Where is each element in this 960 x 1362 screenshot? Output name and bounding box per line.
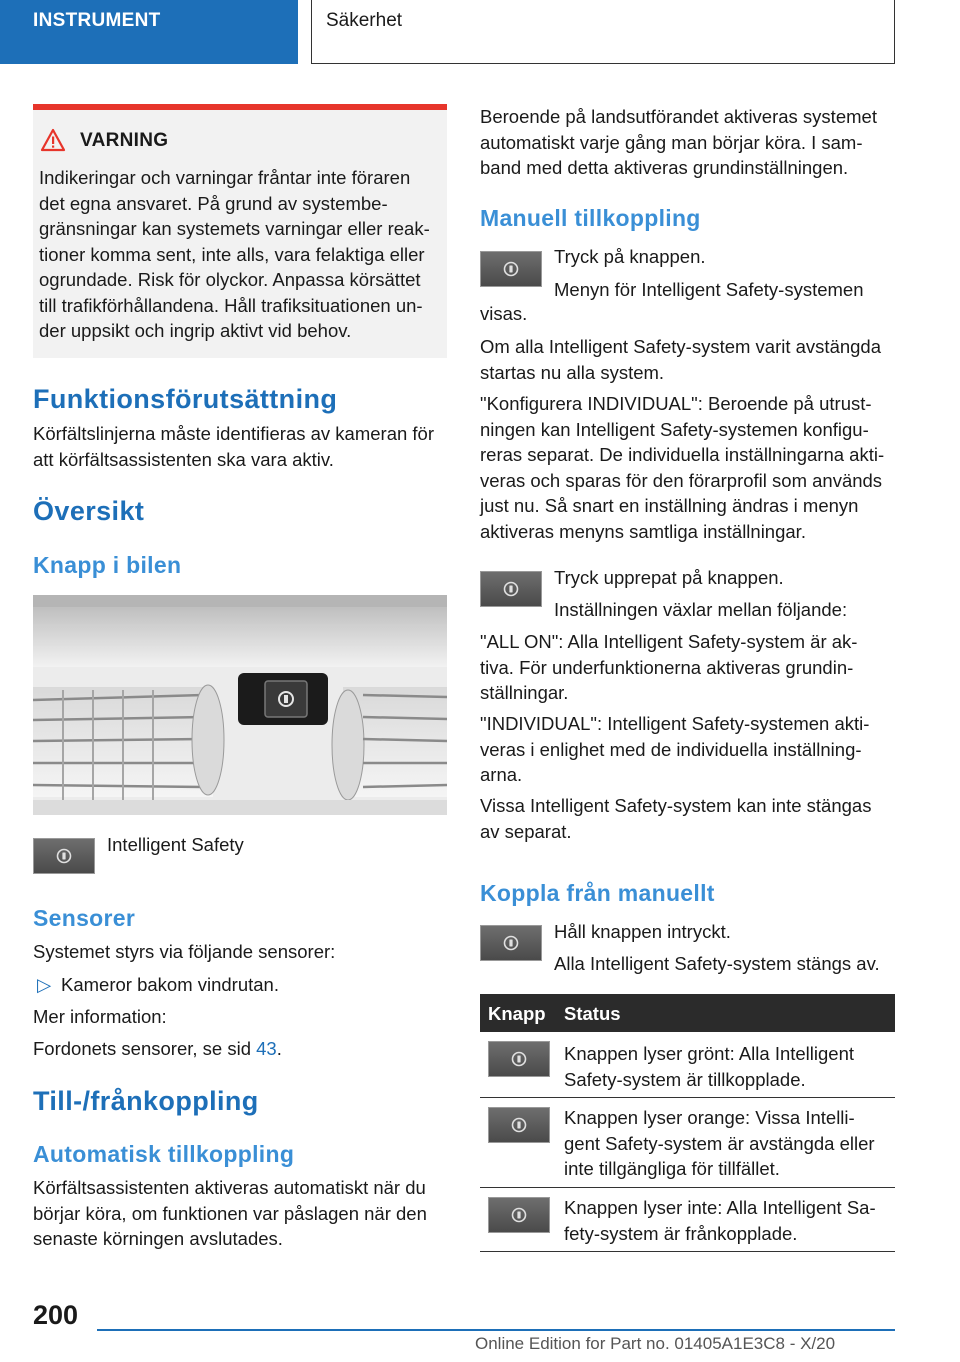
status-line: inte tillgängliga för tillfället. xyxy=(564,1158,780,1179)
page-number: 200 xyxy=(33,1300,79,1330)
warning-line: Indikeringar och varningar fråntar inte föraren xyxy=(39,167,411,188)
heading-sensors: Sensorer xyxy=(33,905,136,931)
intro-text xyxy=(480,104,877,181)
toggle-text: Inställningen växlar mellan följande: xyxy=(554,599,848,620)
text-line: just nu. Så snart en inställning ändras i menyn xyxy=(480,495,859,516)
footer-rule xyxy=(97,1329,895,1331)
warning-text xyxy=(39,165,430,344)
table-row xyxy=(564,1105,875,1182)
config-text xyxy=(480,391,884,544)
status-line: Knappen lyser grönt: Alla Intelligent xyxy=(564,1043,855,1064)
heading-manual-on: Manuell tillkoppling xyxy=(480,205,701,231)
press-repeat-text: Tryck upprepat på knappen. xyxy=(554,567,784,588)
intelligent-safety-button-icon xyxy=(33,838,95,874)
heading-button-in-car: Knapp i bilen xyxy=(33,552,182,578)
table-bottom-border xyxy=(480,1251,895,1252)
text-line: veras och sparas för den förarprofil som används xyxy=(480,469,883,491)
warning-line: till trafikförhållandena. Håll trafiksituationen un- xyxy=(39,294,423,316)
chapter-title: Säkerhet xyxy=(326,10,403,31)
intelligent-safety-button-icon xyxy=(480,251,542,287)
text-line: Om alla Intelligent Safety-system varit avstängda xyxy=(480,336,882,357)
text-line: senaste körningen avslutades. xyxy=(33,1228,283,1249)
more-info: Mer information: xyxy=(33,1006,167,1027)
dashboard-photo xyxy=(33,595,447,815)
sensors-reference xyxy=(33,1036,282,1062)
auto-text xyxy=(33,1175,427,1252)
hold-button-text: Håll knappen intryckt. xyxy=(554,921,731,942)
sensors-intro: Systemet styrs via följande sensorer: xyxy=(33,941,336,962)
button-caption: Intelligent Safety xyxy=(107,834,244,855)
reference-end: . xyxy=(276,1038,282,1059)
function-text xyxy=(33,421,434,472)
text-line: band med detta aktiveras grundinställningen. xyxy=(480,157,849,178)
heading-auto-on: Automatisk tillkoppling xyxy=(33,1141,295,1167)
intelligent-safety-button-icon xyxy=(480,925,542,961)
all-off-text xyxy=(480,334,881,385)
table-divider xyxy=(480,1097,895,1098)
table-divider xyxy=(480,1187,895,1188)
text-line: "ALL ON": Alla Intelligent Safety-system är ak- xyxy=(480,631,858,652)
dashboard-illustration xyxy=(33,595,447,815)
button-orange-icon xyxy=(488,1107,550,1143)
text-line: börjar köra, om funktionen var påslagen när den xyxy=(33,1202,427,1224)
page-link-43[interactable]: 43 xyxy=(256,1038,277,1059)
reference-text: Fordonets sensorer, se sid xyxy=(33,1038,257,1059)
footer-edition: Online Edition for Part no. 01405A1E3C8 - X/20 xyxy=(475,1334,836,1353)
section-title: INSTRUMENT xyxy=(33,10,161,31)
menu-shown-text-cont: visas. xyxy=(480,303,528,324)
all-on-text xyxy=(480,629,857,706)
text-line: startas nu alla system. xyxy=(480,361,665,383)
heading-manual-off: Koppla från manuellt xyxy=(480,880,715,906)
all-off-result-text: Alla Intelligent Safety-system stängs av. xyxy=(554,953,880,974)
status-table-header xyxy=(480,994,895,1032)
table-row xyxy=(564,1195,876,1246)
warning-line: det egna ansvaret. På grund av systembe- xyxy=(39,192,388,214)
button-green-icon xyxy=(488,1041,550,1077)
warning-line: der uppsikt och ingrip aktivt vid behov. xyxy=(39,320,352,341)
section-tab xyxy=(0,0,298,64)
text-line: arna. xyxy=(480,764,523,785)
chapter-header xyxy=(311,0,895,64)
text-line: av separat. xyxy=(480,820,572,842)
text-line: ningen kan Intelligent Safety-systemen konfigu- xyxy=(480,418,869,440)
status-line: Knappen lyser orange: Vissa Intelli- xyxy=(564,1107,855,1128)
text-line: automatiskt varje gång man börjar köra. I sam- xyxy=(480,131,863,153)
individual-text xyxy=(480,711,869,788)
press-button-text: Tryck på knappen. xyxy=(554,246,706,267)
heading-overview: Översikt xyxy=(33,496,145,526)
text-line: veras i enlighet med de individuella inställning- xyxy=(480,738,862,760)
sensors-bullet: Kameror bakom vindrutan. xyxy=(61,974,279,995)
text-line: Körfältsassistenten aktiveras automatiskt när du xyxy=(33,1177,426,1198)
text-line: aktiveras menyns samtliga inställningar. xyxy=(480,520,806,542)
status-line: Knappen lyser inte: Alla Intelligent Sa- xyxy=(564,1197,876,1218)
text-line: "Konfigurera INDIVIDUAL": Beroende på utrust- xyxy=(480,393,872,414)
column-header-status: Status xyxy=(564,1003,621,1024)
text-line: ställningar. xyxy=(480,682,569,703)
table-row xyxy=(564,1041,854,1092)
warning-line: gränsningar kan systemets varningar eller reak- xyxy=(39,218,430,239)
intelligent-safety-button-icon xyxy=(480,571,542,607)
text-line: tiva. För underfunktionerna aktiveras grundin- xyxy=(480,656,854,678)
menu-shown-text: Menyn för Intelligent Safety-systemen xyxy=(554,279,864,300)
status-line: fety-system är frånkopplade. xyxy=(564,1222,798,1244)
some-systems-text xyxy=(480,793,871,844)
text-line: "INDIVIDUAL": Intelligent Safety-systemen akti- xyxy=(480,713,870,734)
text-line: reras separat. De individuella inställningarna akti- xyxy=(480,444,885,465)
heading-on-off: Till-/frånkoppling xyxy=(33,1086,259,1116)
heading-function-requirement: Funktionsförutsättning xyxy=(33,384,338,414)
warning-line: ogrundade. Risk för olyckor. Anpassa körsättet xyxy=(39,269,421,290)
text-line: Beroende på landsutförandet aktiveras systemet xyxy=(480,106,877,127)
bullet-triangle-icon: ▷ xyxy=(37,974,52,995)
status-line: Safety-system är tillkopplade. xyxy=(564,1068,806,1090)
button-off-icon xyxy=(488,1197,550,1233)
text-line: Körfältslinjerna måste identifieras av kameran för xyxy=(33,423,435,444)
status-line: gent Safety-system är avstängda eller xyxy=(564,1132,875,1154)
warning-title: VARNING xyxy=(80,130,169,151)
text-line: Vissa Intelligent Safety-system kan inte stängas xyxy=(480,795,872,816)
column-header-button: Knapp xyxy=(488,1003,546,1024)
warning-line: tioner komma sent, inte alls, vara felaktiga eller xyxy=(39,243,425,265)
text-line: att körfältsassistenten ska vara aktiv. xyxy=(33,448,334,470)
warning-triangle-icon xyxy=(40,128,66,152)
